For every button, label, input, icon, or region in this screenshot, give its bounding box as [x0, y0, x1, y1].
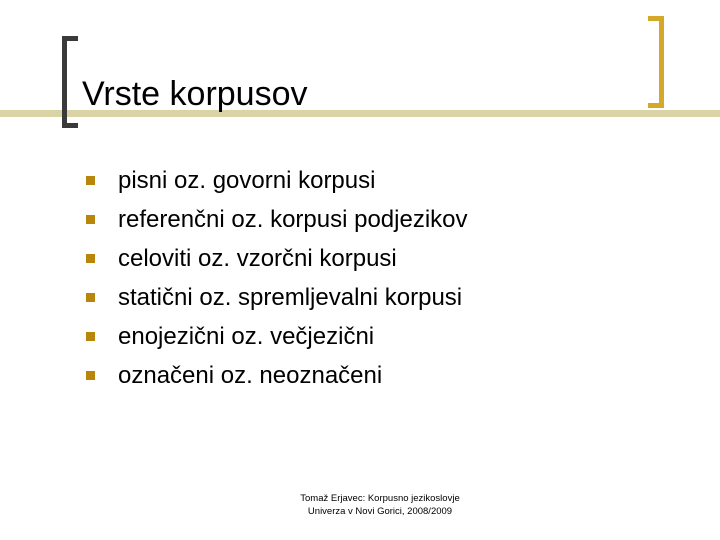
bullet-text: celoviti oz. vzorčni korpusi	[118, 244, 397, 272]
square-bullet-icon	[86, 293, 95, 302]
left-bracket-decoration	[62, 36, 78, 128]
square-bullet-icon	[86, 215, 95, 224]
bullet-text: pisni oz. govorni korpusi	[118, 166, 376, 194]
bullet-text: označeni oz. neoznačeni	[118, 361, 383, 389]
bullet-list	[82, 161, 468, 395]
slide-footer	[250, 492, 510, 518]
bullet-item	[82, 356, 468, 395]
footer-author-line: Tomaž Erjavec: Korpusno jezikoslovje	[300, 493, 460, 504]
bullet-text: enojezični oz. večjezični	[118, 322, 375, 350]
square-bullet-icon	[86, 371, 95, 380]
right-bracket-decoration	[648, 16, 664, 108]
bullet-item	[82, 200, 468, 239]
footer-institution-line: Univerza v Novi Gorici, 2008/2009	[307, 506, 453, 517]
bullet-item	[82, 239, 468, 278]
slide-title: Vrste korpusov	[82, 75, 308, 113]
bullet-item	[82, 317, 468, 356]
square-bullet-icon	[86, 254, 95, 263]
bullet-item	[82, 278, 468, 317]
bullet-item	[82, 161, 468, 200]
bullet-text: referenčni oz. korpusi podjezikov	[118, 205, 468, 233]
square-bullet-icon	[86, 176, 95, 185]
bullet-text: statični oz. spremljevalni korpusi	[118, 283, 463, 311]
square-bullet-icon	[86, 332, 95, 341]
